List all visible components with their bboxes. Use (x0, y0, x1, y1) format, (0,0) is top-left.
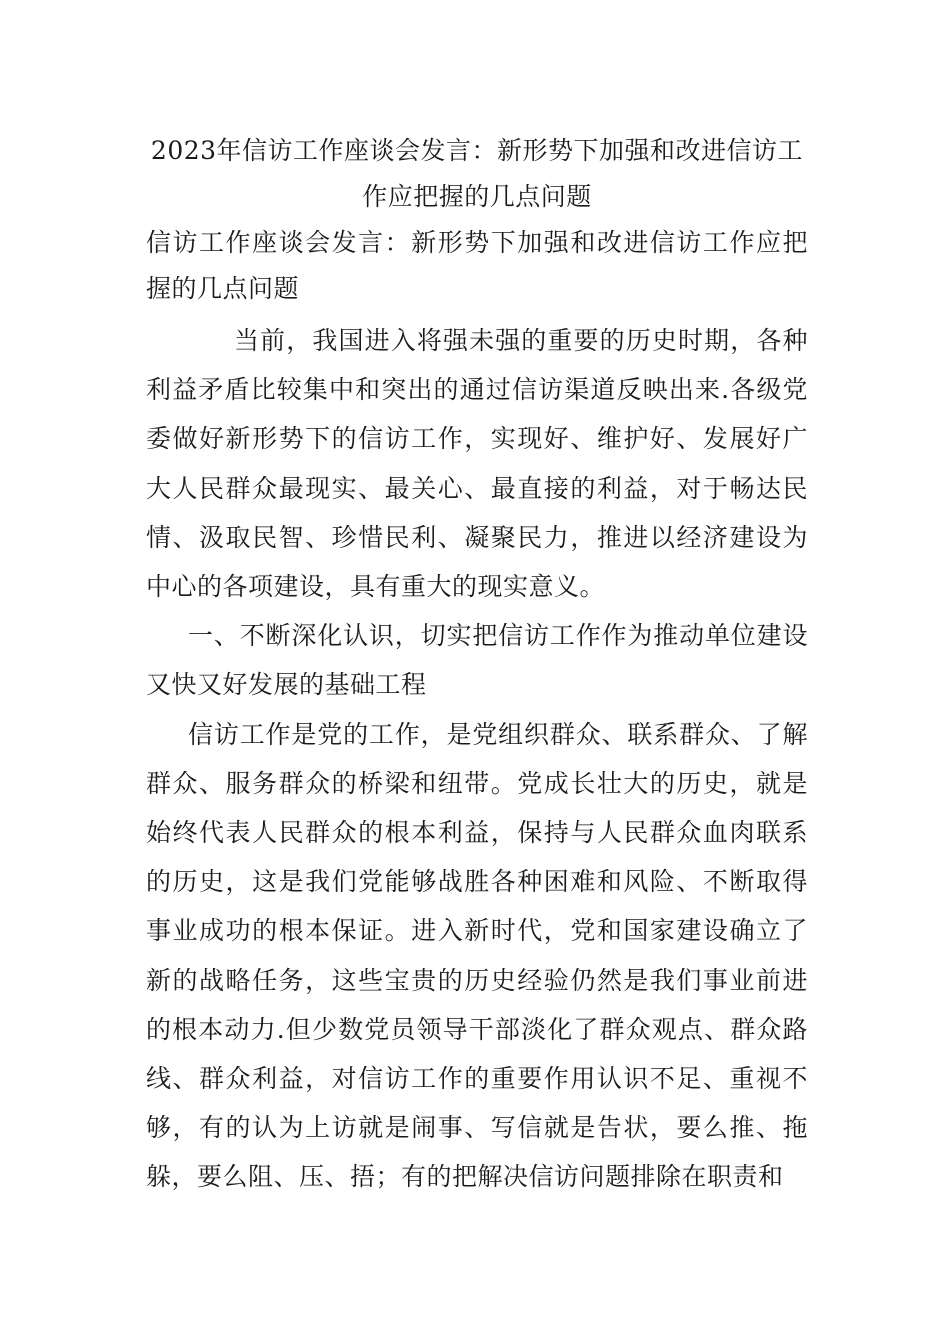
section-heading-1: 一、不断深化认识，切实把信访工作作为推动单位建设又快又好发展的基础工程 (146, 621, 808, 700)
document-title: 2023年信访工作座谈会发言：新形势下加强和改进信访工作应把握的几点问题 (150, 136, 804, 211)
paragraph-section-1: 信访工作是党的工作，是党组织群众、联系群众、了解群众、服务群众的桥梁和纽带。党成长壮大的历史，就是始终代表人民群众的根本利益，保持与人民群众血肉联系的历史，这是我们党能够战胜各种困难和风险、不断取得事业成功的根本保证。进入新时代，党和国家建设确立了新的战略任务，这些宝贵的历史经验仍然是我们事业前进的根本动力.但少数党员领导干部淡化了群众观点、群众路线、群众利益，对信访工作的重要作用认识不足、重视不够，有的认为上访就是闹事、写信就是告状，要么推、拖躲，要么阻、压、捂；有的把解决信访问题排除在职责和 (146, 719, 808, 1192)
document-subtitle: 信访工作座谈会发言：新形势下加强和改进信访工作应把握的几点问题 (146, 228, 808, 303)
document-body (146, 128, 808, 1202)
paragraph-intro: 当前，我国进入将强未强的重要的历史时期，各种利益矛盾比较集中和突出的通过信访渠道反映出来.各级党委做好新形势下的信访工作，实现好、维护好、发展好广大人民群众最现实、最关心、最直接的利益，对于畅达民情、汲取民智、珍惜民利、凝聚民力，推进以经济建设为中心的各项建设，具有重大的现实意义。 (146, 326, 808, 602)
